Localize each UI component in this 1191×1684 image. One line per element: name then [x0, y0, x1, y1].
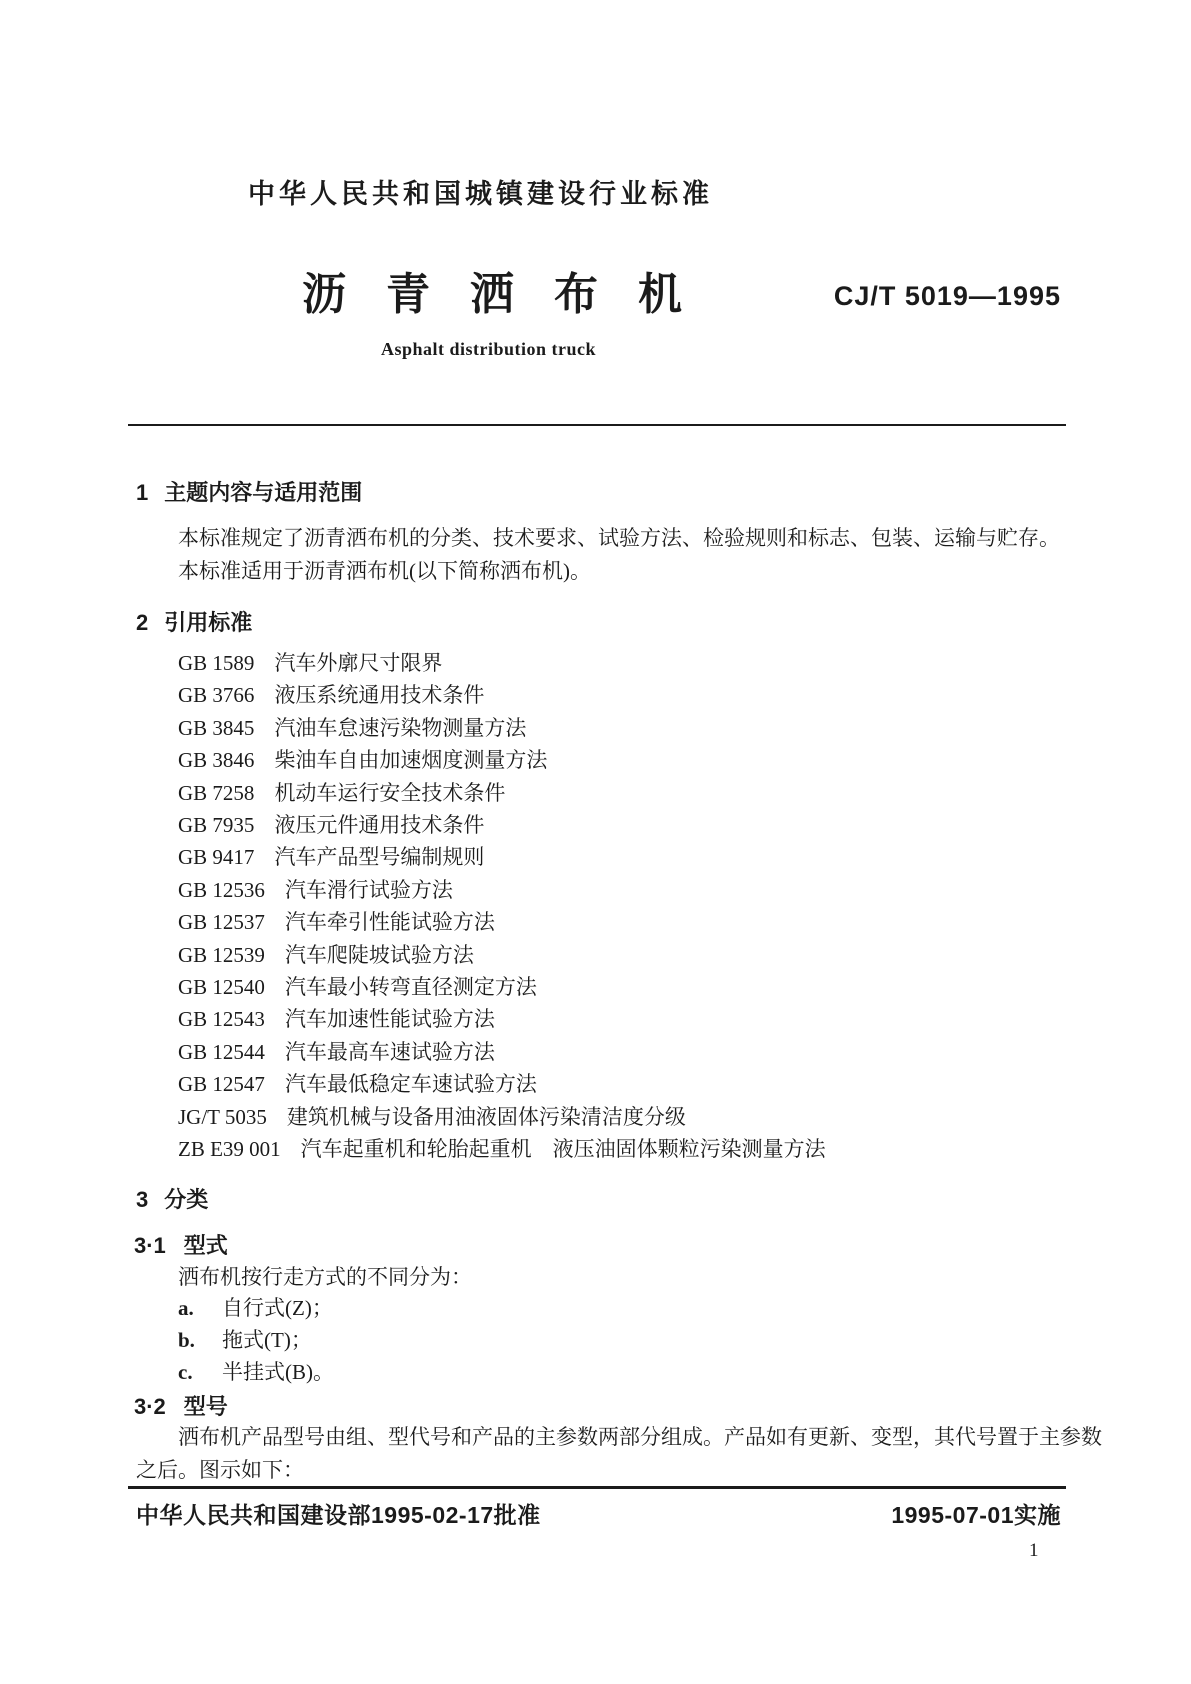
reference-name: 液压系统通用技术条件: [274, 683, 485, 708]
type-list: [178, 1292, 334, 1389]
reference-item: [178, 906, 826, 938]
reference-item: [178, 1036, 826, 1068]
scope-paragraph-1: 本标准规定了沥青洒布机的分类、技术要求、试验方法、检验规则和标志、包装、运输与贮存。: [178, 526, 1060, 550]
reference-code: GB 7258: [178, 780, 255, 805]
reference-name: 汽车加速性能试验方法: [284, 1007, 495, 1032]
reference-name: 汽车爬陡坡试验方法: [284, 942, 474, 967]
type-item: [178, 1292, 334, 1324]
section-2-heading: [136, 606, 252, 637]
document-title: 沥青洒布机: [302, 270, 722, 319]
reference-code: GB 12536: [178, 877, 265, 902]
section-3-1-number: 3·1: [134, 1233, 166, 1258]
reference-item: [178, 1003, 826, 1035]
reference-code: JG/T 5035: [178, 1104, 267, 1129]
reference-item: [178, 1068, 826, 1100]
reference-item: [178, 971, 826, 1003]
reference-name: 汽车最低稳定车速试验方法: [284, 1072, 537, 1097]
section-1-heading: [136, 476, 362, 507]
reference-item: [178, 1133, 826, 1165]
section-3-number: 3: [136, 1187, 149, 1212]
reference-code: GB 7935: [178, 813, 255, 838]
reference-name: 汽车最高车速试验方法: [284, 1039, 495, 1064]
references-list: [178, 647, 826, 1166]
reference-name: 汽车最小转弯直径测定方法: [284, 975, 537, 1000]
type-item-label: a.: [178, 1296, 194, 1320]
reference-item: [178, 874, 826, 906]
reference-item: [178, 939, 826, 971]
reference-code: GB 3766: [178, 683, 255, 708]
reference-code: GB 12543: [178, 1007, 265, 1032]
scope-paragraph-2: 本标准适用于沥青洒布机(以下简称洒布机)。: [178, 559, 591, 583]
reference-item: [178, 679, 826, 711]
reference-name: 柴油车自由加速烟度测量方法: [274, 748, 548, 773]
reference-code: GB 12547: [178, 1072, 265, 1097]
type-item: [178, 1324, 334, 1356]
type-item-text: 自行式(Z)；: [222, 1296, 333, 1320]
reference-item: [178, 744, 826, 776]
section-3-heading: [136, 1183, 208, 1214]
type-item-text: 半挂式(B)。: [222, 1360, 334, 1385]
type-item: [178, 1356, 334, 1388]
reference-item: [178, 809, 826, 841]
reference-code: GB 3845: [178, 715, 255, 740]
model-paragraph-line-2: 之后。图示如下：: [136, 1458, 304, 1482]
reference-item: [178, 777, 826, 809]
standard-number: CJ/T 5019—1995: [833, 281, 1061, 311]
english-subtitle: Asphalt distribution truck: [381, 339, 597, 359]
reference-code: GB 3846: [178, 748, 255, 773]
section-3-2-number: 3·2: [134, 1394, 166, 1419]
section-3-1-heading: [134, 1229, 228, 1260]
section-3-1-title: 型式: [183, 1233, 228, 1258]
reference-code: GB 12537: [178, 910, 265, 935]
implementation-notice: 1995-07-01实施: [891, 1502, 1061, 1528]
section-1-number: 1: [136, 480, 149, 505]
reference-code: GB 9417: [178, 845, 255, 870]
reference-code: GB 12540: [178, 975, 265, 1000]
reference-code: GB 12539: [178, 942, 265, 967]
reference-item: [178, 841, 826, 873]
section-1-title: 主题内容与适用范围: [164, 480, 363, 505]
section-2-title: 引用标准: [164, 610, 253, 635]
reference-name: 汽车牵引性能试验方法: [284, 910, 495, 935]
reference-code: GB 12544: [178, 1039, 265, 1064]
section-3-2-title: 型号: [183, 1394, 228, 1419]
reference-code: GB 1589: [178, 651, 255, 675]
footer-divider: [128, 1486, 1066, 1489]
section-3-title: 分类: [164, 1187, 209, 1212]
page-number: 1: [1029, 1540, 1039, 1561]
model-paragraph-line-1: 洒布机产品型号由组、型代号和产品的主参数两部分组成。产品如有更新、变型，其代号置于主参数: [178, 1425, 1102, 1449]
standard-category-label: 中华人民共和国城镇建设行业标准: [248, 179, 713, 209]
reference-name: 汽车产品型号编制规则: [274, 845, 485, 870]
reference-name: 汽车起重机和轮胎起重机 液压油固体颗粒污染测量方法: [300, 1137, 826, 1162]
reference-name: 汽车滑行试验方法: [284, 877, 453, 902]
reference-name: 汽油车怠速污染物测量方法: [274, 715, 527, 740]
reference-item: [178, 1101, 826, 1133]
reference-name: 建筑机械与设备用油液固体污染清洁度分级: [286, 1104, 686, 1129]
type-item-label: c.: [178, 1360, 193, 1385]
type-item-text: 拖式(T)；: [222, 1328, 312, 1353]
type-item-label: b.: [178, 1328, 195, 1353]
section-3-2-heading: [134, 1390, 228, 1421]
reference-item: [178, 647, 826, 679]
section-2-number: 2: [136, 610, 149, 635]
reference-name: 机动车运行安全技术条件: [274, 780, 506, 805]
classification-intro: 洒布机按行走方式的不同分为：: [178, 1265, 472, 1289]
reference-item: [178, 712, 826, 744]
reference-name: 汽车外廓尺寸限界: [274, 651, 443, 675]
reference-name: 液压元件通用技术条件: [274, 813, 485, 838]
reference-code: ZB E39 001: [178, 1137, 281, 1162]
approval-notice: 中华人民共和国建设部1995-02-17批准: [136, 1502, 541, 1528]
header-divider: [128, 424, 1066, 426]
